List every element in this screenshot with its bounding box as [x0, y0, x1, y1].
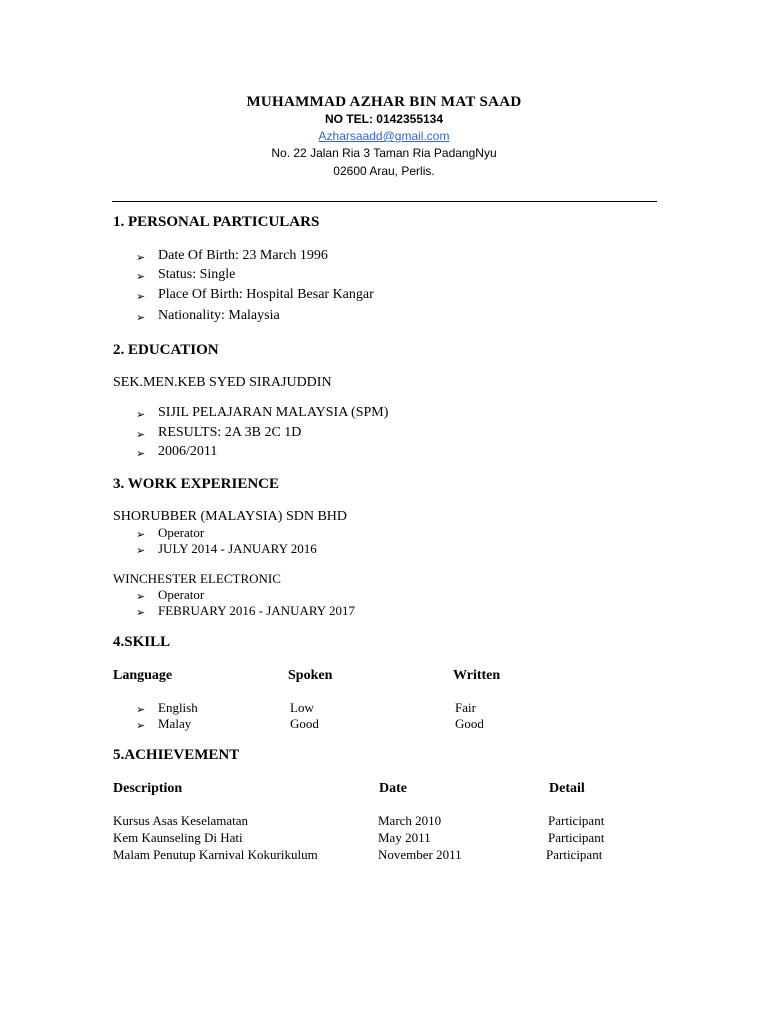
achievement-date: March 2010	[378, 813, 442, 828]
section-title-work: 3. WORK EXPERIENCE	[113, 476, 279, 492]
header-divider	[112, 201, 657, 202]
skill-spoken: Good	[290, 716, 319, 731]
personal-item: Place Of Birth: Hospital Besar Kangar	[158, 287, 374, 302]
personal-item: Date Of Birth: 23 March 1996	[158, 248, 328, 263]
achievement-header-date: Date	[379, 781, 407, 796]
bullet-icon: ➢	[136, 291, 146, 303]
achievement-date: May 2011	[378, 830, 431, 845]
job-period: JULY 2014 - JANUARY 2016	[158, 541, 317, 556]
skill-header-language: Language	[113, 668, 173, 683]
personal-item: Status: Single	[158, 267, 236, 282]
bullet-icon: ➢	[136, 720, 146, 732]
address-line-2: 02600 Arau, Perlis.	[333, 164, 435, 178]
achievement-header-detail: Detail	[549, 781, 585, 796]
address-line-1: No. 22 Jalan Ria 3 Taman Ria PadangNyu	[271, 146, 497, 160]
skill-written: Good	[455, 716, 484, 731]
skill-spoken: Low	[290, 700, 314, 715]
bullet-icon: ➢	[136, 591, 146, 603]
phone-number: NO TEL: 0142355134	[324, 112, 444, 126]
achievement-detail: Participant	[548, 830, 605, 845]
achievement-detail: Participant	[548, 813, 605, 828]
skill-header-spoken: Spoken	[288, 668, 333, 683]
bullet-icon: ➢	[136, 545, 146, 557]
achievement-description: Malam Penutup Karnival Kokurikulum	[113, 847, 318, 862]
education-item: SIJIL PELAJARAN MALAYSIA (SPM)	[158, 405, 389, 420]
job-role: Operator	[158, 587, 205, 602]
achievement-date: November 2011	[378, 847, 462, 862]
bullet-icon: ➢	[136, 409, 146, 421]
skill-header-written: Written	[453, 668, 501, 683]
education-item: 2006/2011	[158, 444, 218, 459]
bullet-icon: ➢	[136, 429, 146, 441]
bullet-icon: ➢	[136, 607, 146, 619]
bullet-icon: ➢	[136, 704, 146, 716]
bullet-icon: ➢	[136, 312, 146, 324]
education-item: RESULTS: 2A 3B 2C 1D	[158, 425, 302, 440]
job-period: FEBRUARY 2016 - JANUARY 2017	[158, 603, 355, 618]
skill-written: Fair	[455, 700, 476, 715]
achievement-detail: Participant	[546, 847, 603, 862]
bullet-icon: ➢	[136, 529, 146, 541]
company-name: SHORUBBER (MALAYSIA) SDN BHD	[113, 509, 348, 524]
bullet-icon: ➢	[136, 448, 146, 460]
candidate-name: MUHAMMAD AZHAR BIN MAT SAAD	[246, 94, 522, 110]
school-name: SEK.MEN.KEB SYED SIRAJUDDIN	[113, 375, 332, 390]
achievement-header-description: Description	[113, 781, 183, 796]
skill-language: Malay	[158, 716, 192, 731]
section-title-education: 2. EDUCATION	[113, 342, 219, 358]
section-title-achievement: 5.ACHIEVEMENT	[113, 747, 240, 763]
company-name: WINCHESTER ELECTRONIC	[113, 571, 281, 586]
bullet-icon: ➢	[136, 252, 146, 264]
section-title-skill: 4.SKILL	[113, 634, 171, 650]
section-title-personal: 1. PERSONAL PARTICULARS	[113, 214, 320, 230]
personal-item: Nationality: Malaysia	[158, 308, 280, 323]
job-role: Operator	[158, 525, 205, 540]
achievement-description: Kem Kaunseling Di Hati	[113, 830, 243, 845]
email-link[interactable]: Azharsaadd@gmail.com	[318, 129, 450, 143]
bullet-icon: ➢	[136, 271, 146, 283]
skill-language: English	[158, 700, 198, 715]
achievement-description: Kursus Asas Keselamatan	[113, 813, 249, 828]
